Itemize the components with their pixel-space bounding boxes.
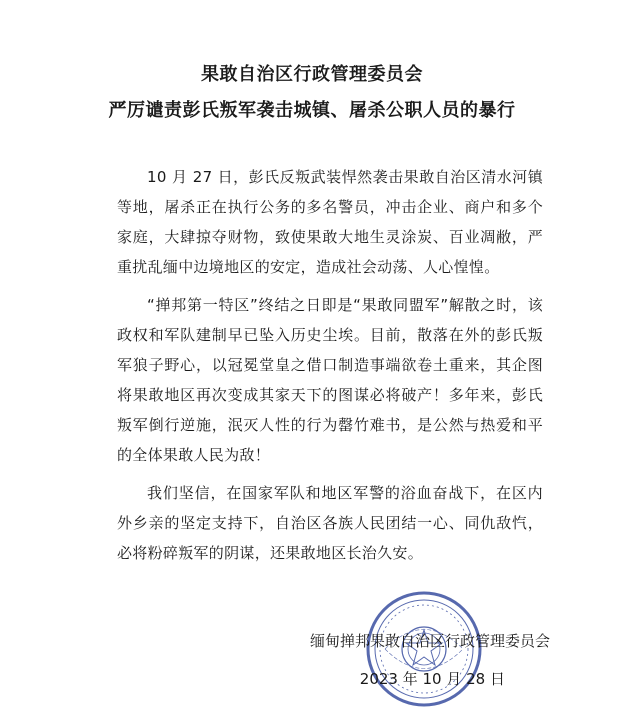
signature: 缅甸掸邦果敢自治区行政管理委员会 [309,632,550,650]
paragraph-1: 10 月 27 日，彭氏反叛武装悍然袭击果敢自治区清水河镇等地，屠杀正在执行公务的多名警员，冲击企业、商户和多个家庭，大肆掠夺财物，致使果敢大地生灵涂炭、百业凋敝，严重扰乱缅中边境地区的安定，造成社会动荡、人心惶惶。 [117,168,543,276]
document-subtitle: 严厉谴责彭氏叛军袭击城镇、屠杀公职人员的暴行 [108,100,516,121]
paragraph-2: “掸邦第一特区”终结之日即是“果敢同盟军”解散之时，该政权和军队建制早已坠入历史尘埃。目前，散落在外的彭氏叛军狼子野心，以冠冕堂皇之借口制造事端欲卷土重来，其企图将果敢地区再次变成其家天下的图谋必将破产！多年来，彭氏叛军倒行逆施，泯灭人性的行为罄竹难书，是公然与热爱和平的全体果敢人民为敌！ [117,296,543,464]
signature-date: 2023 年 10 月 28 日 [359,670,505,688]
paragraph-3: 我们坚信，在国家军队和地区军警的浴血奋战下，在区内外乡亲的坚定支持下，自治区各族人民团结一心、同仇敌忾，必将粉碎叛军的阴谋，还果敢地区长治久安。 [117,484,543,562]
document-title: 果敢自治区行政管理委员会 [201,64,423,85]
document-body [117,162,543,576]
